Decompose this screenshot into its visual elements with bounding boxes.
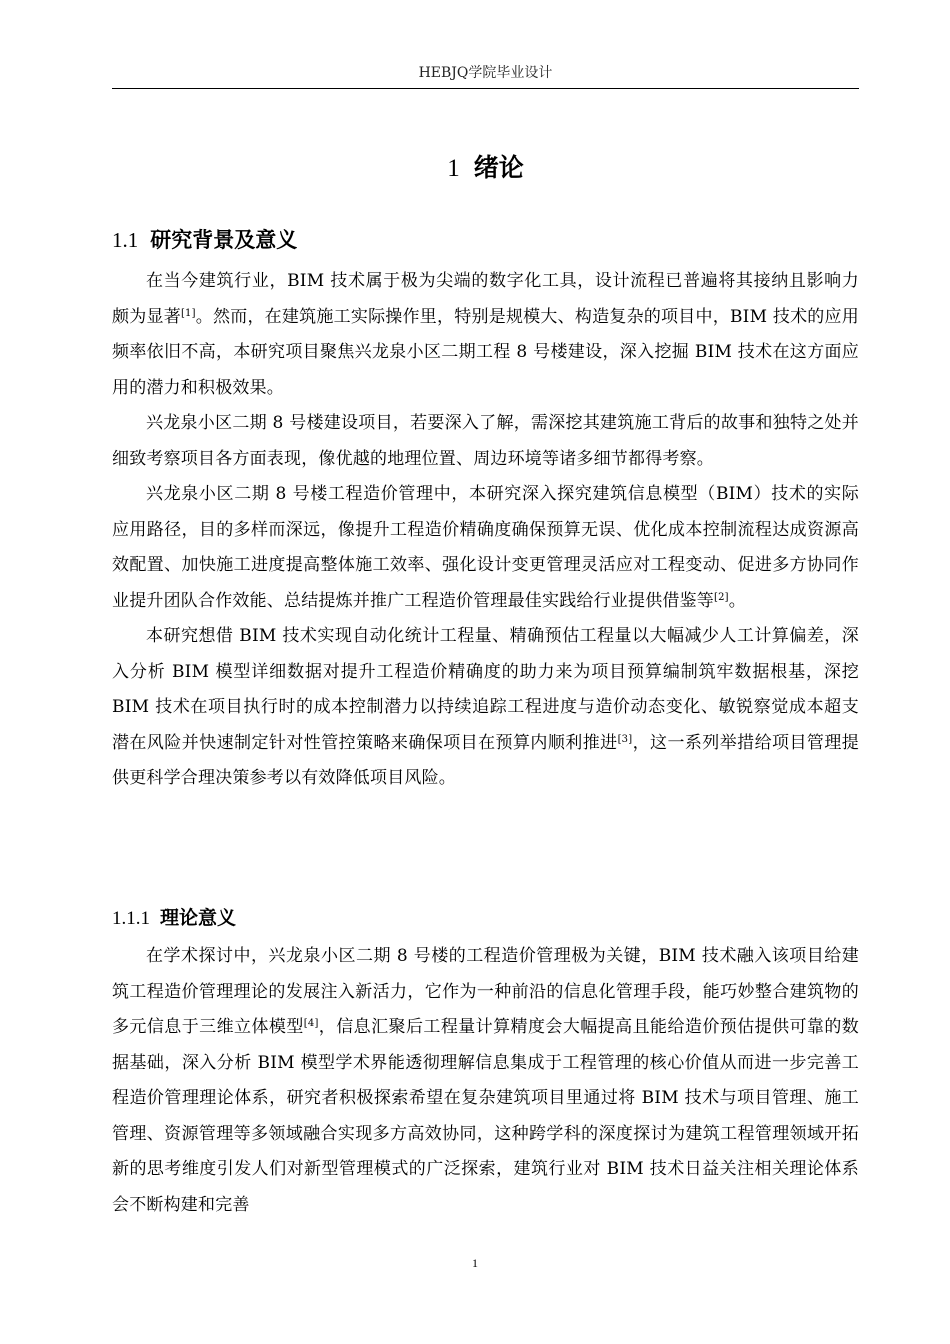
paragraph-text: 。 bbox=[728, 590, 746, 611]
paragraph bbox=[112, 939, 859, 1223]
paragraph-text: ，这一系列举措给项目管理提供更科学合理决策参考以有效降低项目风险。 bbox=[112, 732, 859, 788]
section-paragraphs bbox=[112, 264, 859, 797]
section-body bbox=[112, 264, 859, 797]
subsection-paragraphs bbox=[112, 939, 859, 1223]
paragraph-text: 在当今建筑行业，BIM 技术属于极为尖端的数字化工具，设计流程已普遍将其接纳且影响力颇为显著 bbox=[112, 271, 859, 327]
paragraph bbox=[112, 619, 859, 797]
subsection-body bbox=[112, 939, 859, 1223]
citation-ref: [2] bbox=[714, 591, 729, 603]
paragraph bbox=[112, 406, 859, 477]
paragraph-text: 本研究想借 BIM 技术实现自动化统计工程量、精确预估工程量以大幅减少人工计算偏差，深入分析 BIM 模型详细数据对提升工程造价精确度的助力来为项目预算编制筑牢数据根基，深挖 BIM 技术在项目执行时的成本控制潜力以持续追踪工程进度与造价动态变化、敏锐察觉成本超支潜在风险并快速制定针对性管控策略来确保项目在预算内顺利推进 bbox=[112, 626, 859, 753]
chapter-title-text: 绪论 bbox=[473, 153, 524, 182]
chapter-title bbox=[112, 148, 859, 184]
paragraph bbox=[112, 477, 859, 619]
paragraph-text: ，信息汇聚后工程量计算精度会大幅提高且能给造价预估提供可靠的数据基础，深入分析 BIM 模型学术界能透彻理解信息集成于工程管理的核心价值从而进一步完善工程造价管理理论体系，研究者积极探索希望在复杂建筑项目里通过将 BIM 技术与项目管理、施工管理、资源管理等多领域融合实现多方高效协同，这种跨学科的深度探讨为建筑工程管理领域开拓新的思考维度引发人们对新型管理模式的广泛探索，建筑行业对 BIM 技术日益关注相关理论体系会不断构建和完善 bbox=[112, 1017, 859, 1215]
section-title-text: 研究背景及意义 bbox=[150, 228, 298, 252]
citation-ref: [1] bbox=[180, 307, 196, 319]
chapter-number: 1 bbox=[447, 155, 460, 182]
subsection-number: 1.1.1 bbox=[112, 908, 150, 929]
section-number: 1.1 bbox=[112, 228, 139, 252]
citation-ref: [3] bbox=[617, 733, 633, 745]
paragraph-text: 兴龙泉小区二期 8 号楼工程造价管理中，本研究深入探究建筑信息模型（BIM）技术的实际应用路径，目的多样而深远，像提升工程造价精确度确保预算无误、优化成本控制流程达成资源高效配置、加快施工进度提高整体施工效率、强化设计变更管理灵活应对工程变动、促进多方协同作业提升团队合作效能、总结提炼并推广工程造价管理最佳实践给行业提供借鉴等 bbox=[112, 484, 859, 611]
header-divider bbox=[112, 88, 859, 89]
paragraph-text: 在学术探讨中，兴龙泉小区二期 8 号楼的工程造价管理极为关键，BIM 技术融入该项目给建筑工程造价管理理论的发展注入新活力，它作为一种前沿的信息化管理手段，能巧妙整合建筑物的多元信息于三维立体模型 bbox=[112, 946, 859, 1037]
page-header: HEBJQ学院毕业设计 bbox=[418, 65, 553, 81]
subsection-title-text: 理论意义 bbox=[160, 907, 237, 929]
citation-ref: [4] bbox=[303, 1018, 319, 1029]
paragraph-text: 。然而，在建筑施工实际操作里，特别是规模大、构造复杂的项目中，BIM 技术的应用频率依旧不高，本研究项目聚焦兴龙泉小区二期工程 8 号楼建设，深入挖掘 BIM 技术在这方面应用的潜力和积极效果。 bbox=[112, 306, 859, 398]
page-number: 1 bbox=[472, 1256, 478, 1270]
paragraph bbox=[112, 264, 859, 406]
section-heading bbox=[112, 224, 297, 254]
subsection-heading bbox=[112, 903, 236, 930]
paragraph-text: 兴龙泉小区二期 8 号楼建设项目，若要深入了解，需深挖其建筑施工背后的故事和独特之处并细致考察项目各方面表现，像优越的地理位置、周边环境等诸多细节都得考察。 bbox=[112, 413, 859, 469]
